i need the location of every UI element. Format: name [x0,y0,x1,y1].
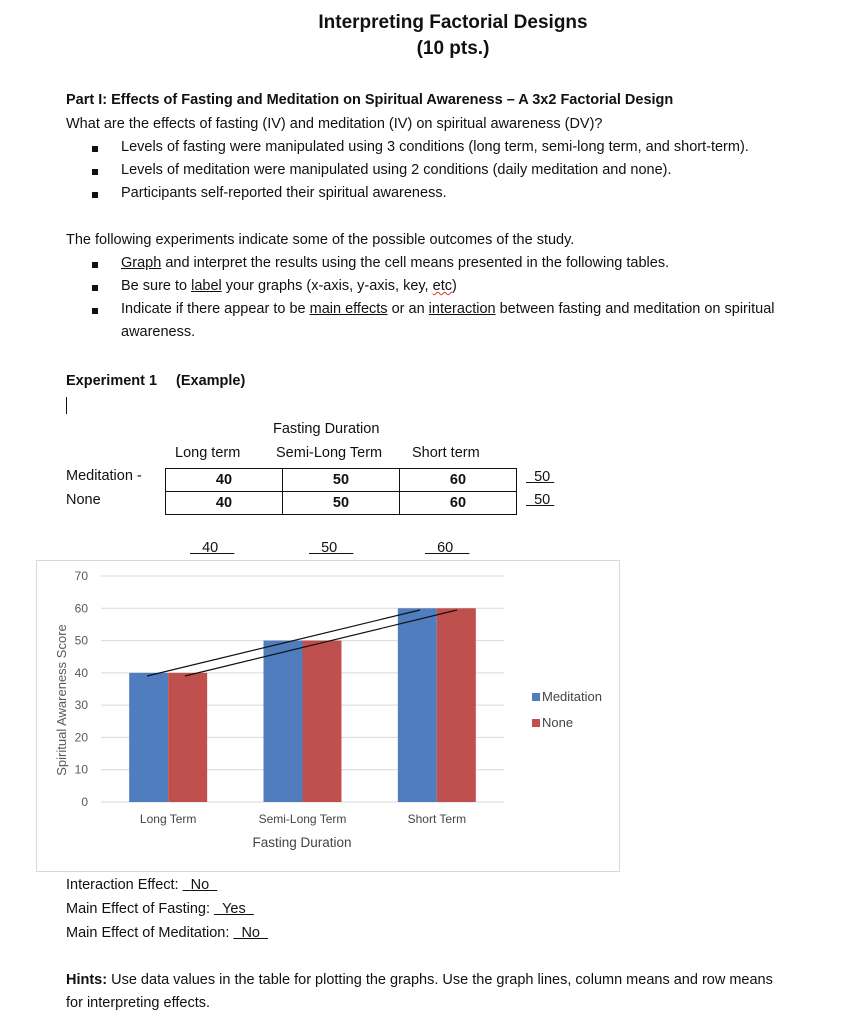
bar [437,608,476,802]
y-tick-label: 40 [74,665,88,680]
legend-label: Meditation [542,689,602,704]
hints-label: Hints: [66,972,108,988]
cell-means-table [165,468,517,515]
table-cell: 40 [166,469,283,492]
col-mean: 60 [437,540,454,556]
label-link[interactable]: label [191,278,222,294]
y-tick-label: 60 [74,601,88,616]
row-mean: 50 [534,469,551,485]
bar [398,608,437,802]
hints-text: Use data values in the table for plotting the graphs. Use the graph lines, column means and row means [107,972,773,988]
bullet-icon [92,285,98,291]
y-tick-label: 20 [74,730,88,745]
list-item: Levels of meditation were manipulated using 2 conditions (daily meditation and none). [121,162,672,178]
interaction-effect: Interaction Effect: No [66,877,210,893]
x-tick-label: Semi-Long Term [258,812,347,826]
list-text: ) [451,278,457,294]
y-axis-label: Spiritual Awareness Score [54,624,69,776]
table-cell: 60 [400,469,517,492]
list-item: Levels of fasting were manipulated using 3 conditions (long term, semi-long term, and short-term). [121,139,749,155]
legend-swatch [532,693,540,701]
col-header-short: Short term [412,445,480,461]
interaction-link[interactable]: interaction [428,301,496,317]
meditation-answer[interactable]: No [241,925,260,941]
y-tick-label: 10 [74,762,88,777]
col-header-long: Long term [175,445,241,461]
part-heading: Part I: Effects of Fasting and Meditation on Spiritual Awareness – A 3x2 Factorial Design [66,92,674,108]
list-text: or an [387,301,429,317]
row-label-none: None [66,492,101,508]
table-row [166,492,517,515]
list-text: your graphs (x-axis, y-axis, key, [221,278,433,294]
experiment-note: (Example) [176,373,246,389]
bar [168,673,207,802]
list-item [121,278,457,294]
y-tick-label: 30 [74,698,88,713]
table-cell: 50 [283,469,400,492]
legend-label: None [542,715,574,730]
bullet-icon [92,192,98,198]
list-item: Participants self-reported their spiritual awareness. [121,185,447,201]
table-cell: 40 [166,492,283,515]
col-mean: 50 [321,540,338,556]
instructions-intro: The following experiments indicate some of the possible outcomes of the study. [66,232,575,248]
bar [129,673,168,802]
y-tick-label: 0 [81,795,88,809]
graph-link[interactable]: Graph [121,255,162,271]
bar [264,641,303,802]
x-tick-label: Long Term [139,812,197,826]
list-item [121,255,669,271]
x-axis-label: Fasting Duration [252,835,352,850]
page-title: Interpreting Factorial Designs [318,12,588,33]
legend-swatch [532,719,540,727]
factor-title: Fasting Duration [273,421,380,437]
list-text: and interpret the results using the cell means presented in the following tables. [161,255,670,271]
x-tick-label: Short Term [407,812,467,826]
fasting-effect: Main Effect of Fasting: Yes [66,901,246,917]
bullet-icon [92,169,98,175]
bullet-icon [92,262,98,268]
list-text: Indicate if there appear to be [121,301,310,317]
bullet-icon [92,308,98,314]
interaction-answer[interactable]: No [190,877,210,893]
bar-chart [36,560,618,870]
research-question: What are the effects of fasting (IV) and meditation (IV) on spiritual awareness (DV)? [66,116,603,132]
list-item [121,301,774,317]
page-subtitle: (10 pts.) [416,38,490,59]
y-tick-label: 50 [74,633,88,648]
hints-continued: for interpreting effects. [66,995,211,1011]
list-item-continued: awareness. [121,324,196,340]
col-header-semi: Semi-Long Term [276,445,383,461]
text-cursor[interactable] [66,397,67,414]
row-label-meditation: Meditation - [66,468,142,484]
bullet-icon [92,146,98,152]
table-cell: 60 [400,492,517,515]
y-tick-label: 70 [74,569,88,583]
table-cell: 50 [283,492,400,515]
row-mean: 50 [534,492,551,508]
main-effects-link[interactable]: main effects [309,301,388,317]
list-text: Be sure to [121,278,192,294]
meditation-effect: Main Effect of Meditation: No [66,925,260,941]
spellcheck-word: etc [432,278,452,294]
table-row [166,469,517,492]
fasting-answer[interactable]: Yes [222,901,246,917]
list-text: between fasting and meditation on spiritual [495,301,775,317]
col-mean: 40 [202,540,219,556]
hints [66,972,773,988]
bar [303,641,342,802]
experiment-label: Experiment 1 [66,373,158,389]
